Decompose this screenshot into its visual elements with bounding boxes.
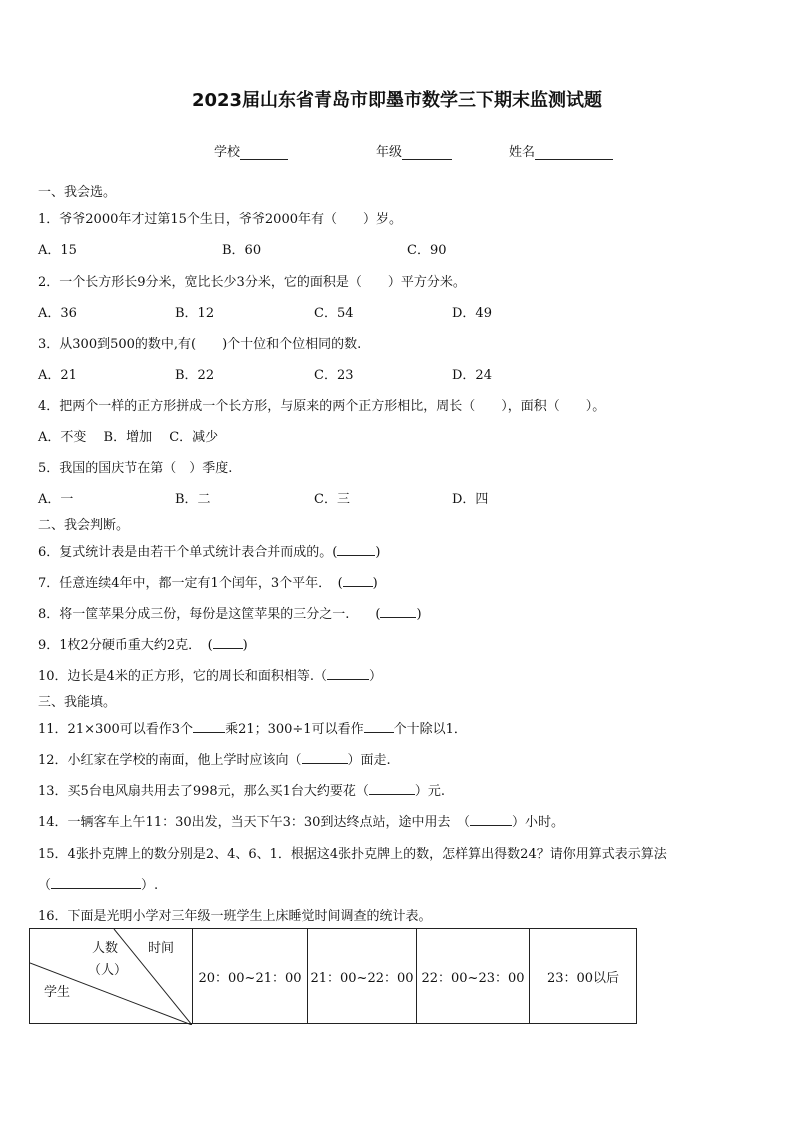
section-heading-2: 二、我会判断。 xyxy=(38,518,130,533)
q11-blank-1[interactable] xyxy=(193,719,225,733)
header-student: 学生 xyxy=(44,985,71,1000)
column-header-1: 20：00~21：00 xyxy=(193,929,308,1024)
q15-answer-line xyxy=(38,874,158,893)
question-4: 4．把两个一样的正方形拼成一个长方形，与原来的两个正方形相比，周长（ ），面积（ ）。 xyxy=(38,399,606,414)
sleep-time-table xyxy=(29,928,637,1024)
section-heading-1: 一、我会选。 xyxy=(38,185,117,200)
name-field xyxy=(509,141,613,160)
question-1: 1．爷爷2000年才过第15个生日，爷爷2000年有（ ）岁。 xyxy=(38,212,402,227)
section-heading-3: 三、我能填。 xyxy=(38,695,117,710)
question-14 xyxy=(38,811,564,830)
q2-option-b: B．12 xyxy=(175,306,215,321)
name-label: 姓名 xyxy=(509,145,536,160)
column-header-4: 23：00以后 xyxy=(530,929,637,1024)
question-7 xyxy=(38,572,378,591)
q7-answer-blank[interactable] xyxy=(343,573,373,587)
grade-field xyxy=(376,141,452,160)
name-blank[interactable] xyxy=(535,145,613,160)
q8-answer-blank[interactable] xyxy=(380,604,416,618)
q5-option-d: D．四 xyxy=(452,492,489,507)
diagonal-header-cell xyxy=(30,929,193,1024)
q1-option-a: A．15 xyxy=(38,243,77,258)
q15-close: ）. xyxy=(141,878,159,893)
question-2: 2．一个长方形长9分米，宽比长少3分米，它的面积是（ ）平方分米。 xyxy=(38,275,466,290)
q5-option-b: B．二 xyxy=(175,492,211,507)
question-8 xyxy=(38,603,422,622)
grade-blank[interactable] xyxy=(402,145,452,160)
column-header-2: 21：00~22：00 xyxy=(308,929,417,1024)
q6-close: ) xyxy=(375,545,381,560)
header-ren-unit: （人） xyxy=(88,963,128,978)
column-header-3: 22：00~23：00 xyxy=(417,929,530,1024)
q6-text: 6．复式统计表是由若干个单式统计表合并而成的。( xyxy=(38,545,338,560)
school-field xyxy=(214,141,288,160)
q13-tail: ）元. xyxy=(414,784,446,799)
q12-answer-blank[interactable] xyxy=(302,750,348,764)
question-3: 3．从300到500的数中,有( )个十位和个位相同的数. xyxy=(38,337,362,352)
question-5: 5．我国的国庆节在第（ ）季度. xyxy=(38,461,233,476)
question-16: 16．下面是光明小学对三年级一班学生上床睡觉时间调查的统计表。 xyxy=(38,909,432,924)
question-9 xyxy=(38,634,248,653)
q2-option-a: A．36 xyxy=(38,306,77,321)
q3-option-b: B．22 xyxy=(175,368,215,383)
q9-close: ) xyxy=(242,638,248,653)
q9-answer-blank[interactable] xyxy=(213,635,243,649)
school-label: 学校 xyxy=(214,145,241,160)
q4-options: A．不变 B．增加 C．减少 xyxy=(38,430,219,445)
question-12 xyxy=(38,749,391,768)
question-11 xyxy=(38,718,467,737)
q11-text-1: 11．21×300可以看作3个 xyxy=(38,722,194,737)
q15-answer-blank[interactable] xyxy=(51,875,141,889)
q3-option-d: D．24 xyxy=(452,368,492,383)
q5-option-c: C．三 xyxy=(314,492,350,507)
question-15: 15．4张扑克牌上的数分别是2、4、6、1．根据这4张扑克牌上的数，怎样算出得数24？请你用算式表示算法 xyxy=(38,847,667,862)
grade-label: 年级 xyxy=(376,145,403,160)
q14-text: 14．一辆客车上午11：30出发，当天下午3：30到达终点站，途中用去 （ xyxy=(38,815,470,830)
q3-option-c: C．23 xyxy=(314,368,354,383)
q14-tail: ）小时。 xyxy=(511,815,564,830)
q7-text: 7．任意连续4年中，都一定有1个闰年，3个平年． ( xyxy=(38,576,343,591)
q11-blank-2[interactable] xyxy=(364,719,394,733)
q11-text-2: 乘21；300÷1可以看作 xyxy=(225,722,364,737)
q1-option-c: C．90 xyxy=(407,243,447,258)
q9-text: 9．1枚2分硬币重大约2克． ( xyxy=(38,638,213,653)
q2-option-c: C．54 xyxy=(314,306,354,321)
question-13 xyxy=(38,780,445,799)
q10-text: 10．边长是4米的正方形，它的周长和面积相等.（ xyxy=(38,669,327,684)
q12-text: 12．小红家在学校的南面，他上学时应该向（ xyxy=(38,753,302,768)
q1-option-b: B．60 xyxy=(222,243,262,258)
q5-option-a: A．一 xyxy=(38,492,74,507)
table-row xyxy=(30,929,637,1024)
q13-answer-blank[interactable] xyxy=(369,781,415,795)
q3-option-a: A．21 xyxy=(38,368,77,383)
header-renshu: 人数 xyxy=(92,941,119,956)
q8-text: 8．将一筐苹果分成三份，每份是这筐苹果的三分之一. ( xyxy=(38,607,381,622)
header-time: 时间 xyxy=(148,941,175,956)
q6-answer-blank[interactable] xyxy=(337,542,375,556)
q10-answer-blank[interactable] xyxy=(327,666,369,680)
q13-text: 13．买5台电风扇共用去了998元，那么买1台大约要花（ xyxy=(38,784,369,799)
q8-close: ) xyxy=(416,607,422,622)
question-10 xyxy=(38,665,382,684)
school-blank[interactable] xyxy=(240,145,288,160)
q14-answer-blank[interactable] xyxy=(470,812,512,826)
q11-text-3: 个十除以1． xyxy=(393,722,467,737)
q2-option-d: D．49 xyxy=(452,306,492,321)
q15-open: （ xyxy=(38,878,52,893)
q12-tail: ）面走. xyxy=(347,753,391,768)
q10-close: ） xyxy=(368,669,382,684)
q7-close: ) xyxy=(372,576,378,591)
page-title: 2023届山东省青岛市即墨市数学三下期末监测试题 xyxy=(191,90,603,111)
question-6 xyxy=(38,541,380,560)
